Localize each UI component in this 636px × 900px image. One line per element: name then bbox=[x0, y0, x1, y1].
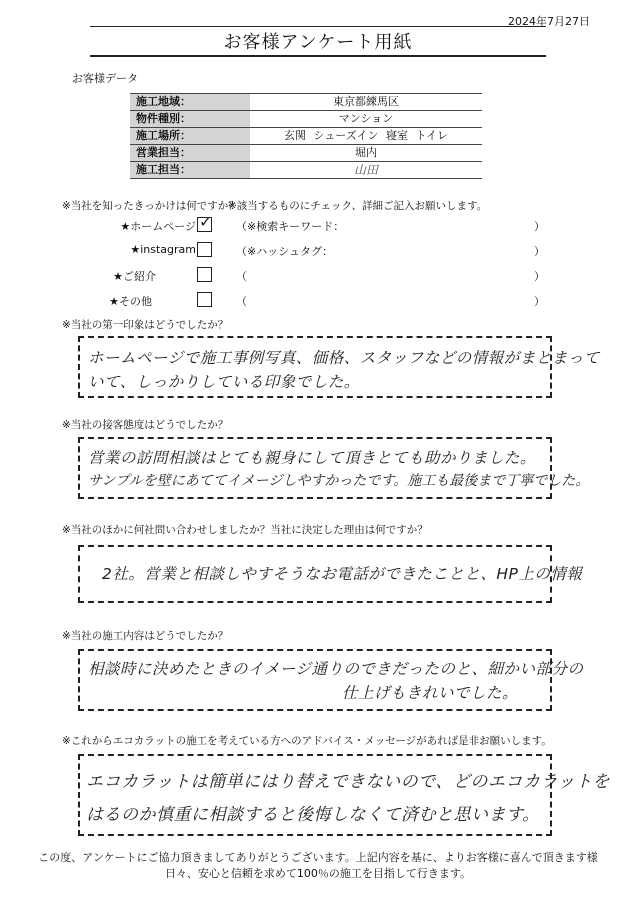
answer-line: 2社。営業と相談しやすそうなお電話ができたことと、HP上の情報 bbox=[102, 565, 583, 583]
source-option-close: ） bbox=[534, 270, 545, 283]
answer-line: 営業の訪問相談はとても親身にして頂きとても助かりました。 bbox=[88, 449, 537, 467]
check-mark-icon: ✓ bbox=[199, 212, 213, 231]
customer-data-label: お客様データ bbox=[72, 72, 138, 85]
source-option-detail: （※検索キーワード： bbox=[236, 220, 345, 233]
answer-line: 相談時に決めたときのイメージ通りのできだったのと、細かい部分の bbox=[88, 660, 584, 678]
row-value: マンション bbox=[250, 111, 482, 128]
footer-line-1: この度、アンケートにご協力頂きましてありがとうございます。上記内容を基に、よりお客様に喜んで頂きます様 bbox=[38, 851, 598, 864]
row-value: 堀内 bbox=[250, 145, 482, 162]
row-value: 山田 bbox=[250, 162, 482, 179]
homepage-checkbox[interactable] bbox=[197, 212, 213, 232]
page-title: お客様アンケート用紙 bbox=[223, 32, 413, 53]
question-advice-message: ※これからエコカラットの施工を考えている方へのアドバイス・メッセージがあれば是非お願いします。 bbox=[62, 735, 552, 747]
table-row bbox=[130, 111, 482, 128]
table-row bbox=[130, 162, 482, 179]
source-option-detail: （ bbox=[236, 270, 247, 283]
answer-line: 仕上げもきれいでした。 bbox=[342, 684, 519, 702]
answer-line: はるのか慎重に相談すると後悔しなくて済むと思います。 bbox=[86, 805, 540, 825]
answer-line: いて、しっかりしている印象でした。 bbox=[88, 373, 360, 391]
source-option-label: ★ご紹介 bbox=[113, 270, 156, 283]
row-value: 東京都練馬区 bbox=[250, 94, 482, 111]
answer-box bbox=[78, 649, 584, 711]
source-option-close: ） bbox=[534, 245, 545, 258]
question-first-impression: ※当社の第一印象はどうでしたか？ bbox=[62, 319, 229, 331]
row-label: 施工担当： bbox=[130, 162, 250, 179]
table-row bbox=[130, 94, 482, 111]
answer-line: ホームページで施工事例写真、価格、スタッフなどの情報がまとまって bbox=[88, 349, 600, 367]
referral-checkbox[interactable] bbox=[197, 267, 212, 282]
answer-line: エコカラットは簡単にはり替えできないので、どのエコカラットを bbox=[86, 772, 610, 792]
question-service-attitude: ※当社の接客態度はどうでしたか？ bbox=[62, 419, 229, 431]
source-option-detail: （ bbox=[236, 295, 247, 308]
table-row bbox=[130, 128, 482, 145]
row-label: 営業担当： bbox=[130, 145, 250, 162]
question-other-companies: ※当社のほかに何社問い合わせしましたか？当社に決定した理由は何ですか？ bbox=[62, 524, 428, 536]
answer-line: サンプルを壁にあててイメージしやすかったです。施工も最後まで丁寧でした。 bbox=[88, 473, 590, 489]
source-question: ※当社を知ったきっかけは何ですか？ bbox=[62, 200, 239, 212]
source-option-close: ） bbox=[534, 295, 545, 308]
source-instruction: ※該当するものにチェック、詳細ご記入お願いします。 bbox=[228, 200, 488, 212]
source-option-close: ） bbox=[534, 220, 545, 233]
answer-box bbox=[78, 336, 600, 398]
customer-data-table bbox=[130, 93, 482, 179]
instagram-checkbox[interactable] bbox=[197, 242, 212, 257]
row-value: 玄関 シューズイン 寝室 トイレ bbox=[250, 128, 482, 145]
row-label: 物件種別： bbox=[130, 111, 250, 128]
row-label: 施工場所： bbox=[130, 128, 250, 145]
row-label: 施工地域： bbox=[130, 94, 250, 111]
footer-line-2: 日々、安心と信頼を求めて100％の施工を目指して行きます。 bbox=[164, 867, 472, 880]
source-option-detail: （※ハッシュタグ： bbox=[236, 245, 333, 258]
table-row bbox=[130, 145, 482, 162]
survey-date: 2024年7月27日 bbox=[508, 15, 590, 28]
source-option-label: ★instagram bbox=[130, 243, 196, 256]
source-option-label: ★ホームページ bbox=[120, 220, 196, 233]
question-construction-quality: ※当社の施工内容はどうでしたか？ bbox=[62, 630, 229, 642]
source-option-label: ★その他 bbox=[109, 295, 152, 308]
answer-box bbox=[78, 545, 583, 603]
answer-box bbox=[78, 437, 590, 499]
answer-box bbox=[78, 754, 610, 836]
other-checkbox[interactable] bbox=[197, 292, 212, 307]
title-bar bbox=[90, 26, 546, 57]
